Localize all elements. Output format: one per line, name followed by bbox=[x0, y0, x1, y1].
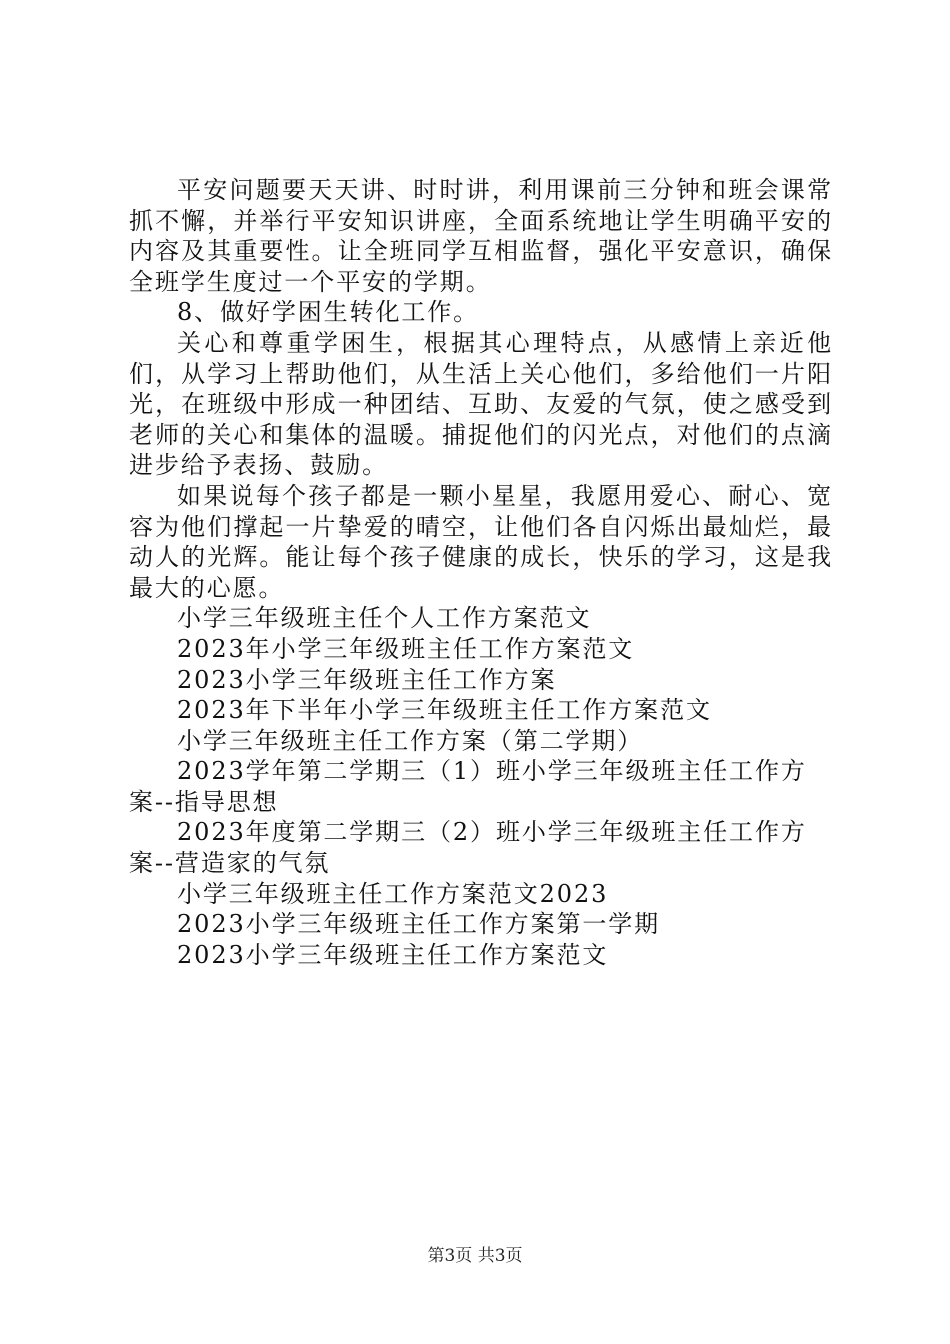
related-links-list bbox=[129, 603, 833, 970]
related-link[interactable]: 2023小学三年级班主任工作方案 bbox=[177, 665, 557, 694]
related-link[interactable]: 2023年度第二学期三（2）班小学三年级班主任工作方案--营造家的气氛 bbox=[129, 818, 807, 878]
related-link[interactable]: 2023学年第二学期三（1）班小学三年级班主任工作方案--指导思想 bbox=[129, 757, 807, 816]
related-link[interactable]: 小学三年级班主任工作方案（第二学期） bbox=[177, 726, 644, 755]
related-link[interactable]: 2023小学三年级班主任工作方案范文 bbox=[177, 940, 609, 969]
related-link[interactable]: 2023年小学三年级班主任工作方案范文 bbox=[177, 634, 635, 663]
related-link[interactable]: 小学三年级班主任个人工作方案范文 bbox=[177, 604, 592, 633]
paragraph-safety: 平安问题要天天讲、时时讲，利用课前三分钟和班会课常抓不懈，并举行平安知识讲座，全面系统地让学生明确平安的内容及其重要性。让全班同学互相监督，强化平安意识，确保全班学生度过一个平安的学期。 bbox=[129, 176, 833, 296]
related-link[interactable]: 小学三年级班主任工作方案范文2023 bbox=[177, 879, 609, 908]
page-number-footer: 第3页 共3页 bbox=[427, 1246, 523, 1266]
section-heading-8: 8、做好学困生转化工作。 bbox=[177, 298, 480, 327]
related-link[interactable]: 2023年下半年小学三年级班主任工作方案范文 bbox=[177, 696, 712, 725]
paragraph-closing: 如果说每个孩子都是一颗小星星，我愿用爱心、耐心、宽容为他们撑起一片挚爱的晴空，让他们各自闪烁出最灿烂，最动人的光辉。能让每个孩子健康的成长，快乐的学习，这是我最大的心愿。 bbox=[129, 481, 833, 602]
document-body bbox=[129, 175, 833, 970]
related-link[interactable]: 2023小学三年级班主任工作方案第一学期 bbox=[177, 910, 661, 939]
paragraph-struggling-students: 关心和尊重学困生，根据其心理特点，从感情上亲近他们，从学习上帮助他们，从生活上关心他们，多给他们一片阳光，在班级中形成一种团结、互助、友爱的气氛，使之感受到老师的关心和集体的温暖。捕捉他们的闪光点，对他们的点滴进步给予表扬、鼓励。 bbox=[129, 328, 833, 480]
